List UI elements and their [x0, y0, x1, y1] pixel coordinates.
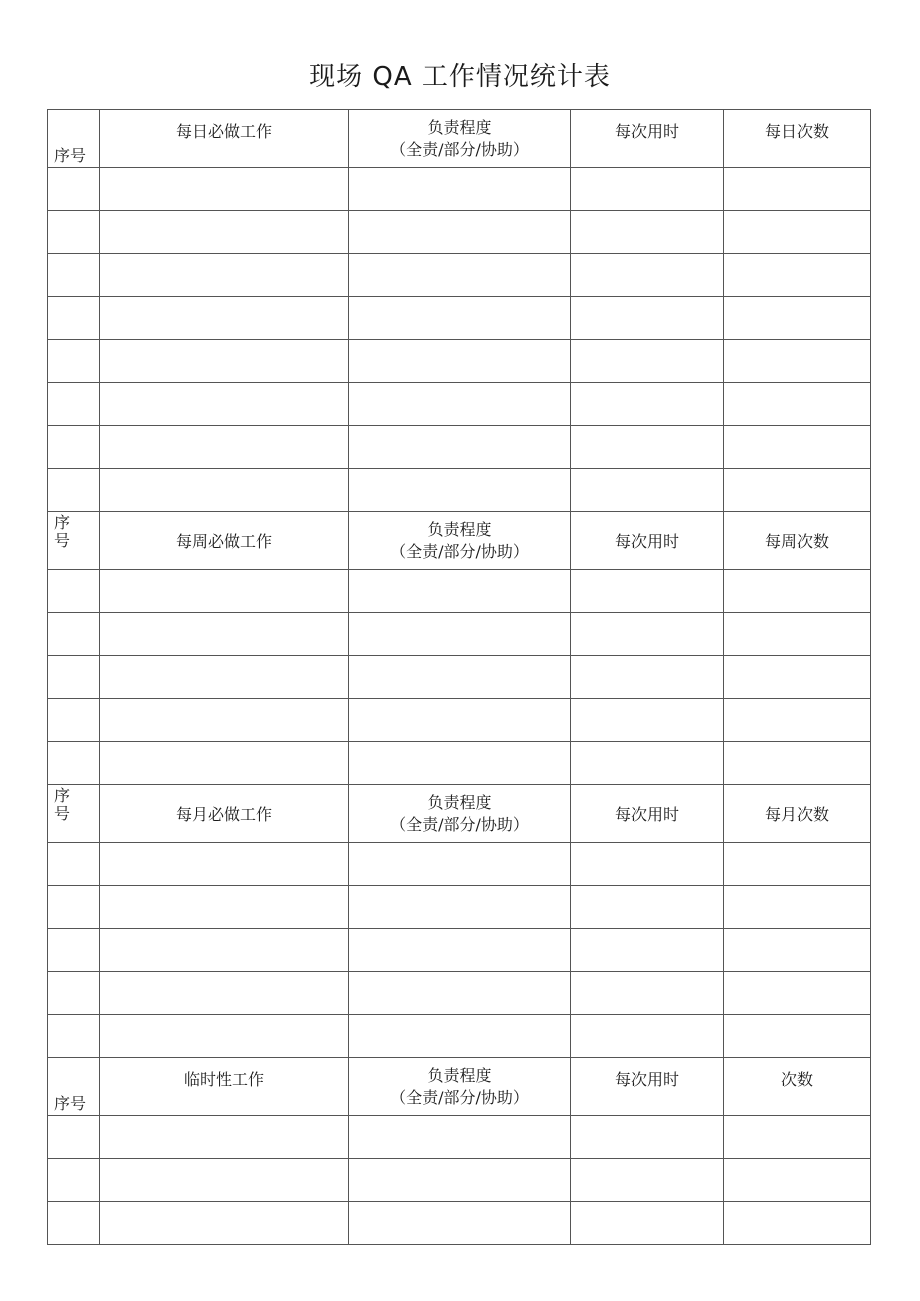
task-cell[interactable]	[100, 1202, 349, 1245]
adhoc-seq-header: 序号	[48, 1058, 100, 1116]
time-cell[interactable]	[571, 1116, 724, 1159]
count-cell[interactable]	[724, 1202, 871, 1245]
adhoc-task-label: 临时性工作	[183, 1070, 264, 1089]
table-row	[48, 843, 871, 886]
task-cell[interactable]	[100, 972, 349, 1015]
daily-time-label: 每次用时	[614, 122, 679, 141]
monthly-task-header: 每月必做工作	[100, 785, 349, 843]
adhoc-count-label: 次数	[780, 1070, 813, 1089]
daily-responsibility-label: 负责程度	[427, 117, 492, 137]
task-cell[interactable]	[100, 340, 349, 383]
seq-cell[interactable]	[48, 742, 100, 785]
adhoc-task-header	[100, 1058, 349, 1116]
monthly-responsibility-options: （全责/部分/协助）	[390, 814, 529, 834]
seq-cell[interactable]	[48, 1202, 100, 1245]
adhoc-responsibility-label: 负责程度	[427, 1065, 492, 1085]
responsibility-cell[interactable]	[349, 742, 571, 785]
time-cell[interactable]	[571, 886, 724, 929]
monthly-seq-header	[48, 785, 100, 843]
table-row	[48, 1015, 871, 1058]
responsibility-cell[interactable]	[349, 1116, 571, 1159]
seq-cell[interactable]	[48, 211, 100, 254]
count-cell[interactable]	[724, 340, 871, 383]
responsibility-cell[interactable]	[349, 843, 571, 886]
qa-statistics-table	[47, 109, 871, 1245]
task-cell[interactable]	[100, 843, 349, 886]
count-cell[interactable]	[724, 383, 871, 426]
responsibility-cell[interactable]	[349, 383, 571, 426]
table-row	[48, 972, 871, 1015]
monthly-responsibility-header	[349, 785, 571, 843]
responsibility-cell[interactable]	[349, 570, 571, 613]
seq-cell[interactable]	[48, 340, 100, 383]
task-cell[interactable]	[100, 929, 349, 972]
table-row	[48, 340, 871, 383]
adhoc-responsibility-options: （全责/部分/协助）	[390, 1087, 529, 1107]
table-row	[48, 656, 871, 699]
table-row	[48, 1116, 871, 1159]
task-cell[interactable]	[100, 613, 349, 656]
time-cell[interactable]	[571, 699, 724, 742]
seq-cell[interactable]	[48, 1015, 100, 1058]
time-cell[interactable]	[571, 469, 724, 512]
time-cell[interactable]	[571, 383, 724, 426]
table-row	[48, 1202, 871, 1245]
seq-cell[interactable]	[48, 699, 100, 742]
table-body	[48, 110, 871, 1245]
count-cell[interactable]	[724, 570, 871, 613]
count-cell[interactable]	[724, 1159, 871, 1202]
table-row	[48, 469, 871, 512]
seq-cell[interactable]	[48, 613, 100, 656]
table-row	[48, 254, 871, 297]
seq-cell[interactable]	[48, 929, 100, 972]
weekly-count-header: 每周次数	[724, 512, 871, 570]
time-cell[interactable]	[571, 426, 724, 469]
responsibility-cell[interactable]	[349, 1015, 571, 1058]
seq-cell[interactable]	[48, 383, 100, 426]
count-cell[interactable]	[724, 699, 871, 742]
task-cell[interactable]	[100, 656, 349, 699]
count-cell[interactable]	[724, 656, 871, 699]
weekly-seq-header	[48, 512, 100, 570]
seq-cell[interactable]	[48, 656, 100, 699]
monthly-seq-char-2: 号	[54, 804, 71, 823]
daily-header-row	[48, 110, 871, 168]
monthly-count-header: 每月次数	[724, 785, 871, 843]
daily-time-header	[571, 110, 724, 168]
seq-cell[interactable]	[48, 1159, 100, 1202]
time-cell[interactable]	[571, 1159, 724, 1202]
task-cell[interactable]	[100, 570, 349, 613]
seq-cell[interactable]	[48, 426, 100, 469]
responsibility-cell[interactable]	[349, 613, 571, 656]
seq-cell[interactable]	[48, 886, 100, 929]
count-cell[interactable]	[724, 1116, 871, 1159]
task-cell[interactable]	[100, 426, 349, 469]
count-cell[interactable]	[724, 211, 871, 254]
count-cell[interactable]	[724, 168, 871, 211]
count-cell[interactable]	[724, 297, 871, 340]
weekly-header-row	[48, 512, 871, 570]
table-row	[48, 886, 871, 929]
responsibility-cell[interactable]	[349, 211, 571, 254]
seq-cell[interactable]	[48, 254, 100, 297]
time-cell[interactable]	[571, 742, 724, 785]
time-cell[interactable]	[571, 1015, 724, 1058]
count-cell[interactable]	[724, 469, 871, 512]
time-cell[interactable]	[571, 843, 724, 886]
count-cell[interactable]	[724, 426, 871, 469]
seq-cell[interactable]	[48, 469, 100, 512]
table-row	[48, 613, 871, 656]
count-cell[interactable]	[724, 929, 871, 972]
responsibility-cell[interactable]	[349, 699, 571, 742]
daily-count-label: 每日次数	[764, 122, 829, 141]
seq-cell[interactable]	[48, 570, 100, 613]
count-cell[interactable]	[724, 742, 871, 785]
daily-task-label: 每日必做工作	[175, 122, 272, 141]
monthly-responsibility-label: 负责程度	[427, 792, 492, 812]
count-cell[interactable]	[724, 972, 871, 1015]
responsibility-cell[interactable]	[349, 1202, 571, 1245]
monthly-seq-char-1: 序	[54, 786, 71, 805]
table-row	[48, 211, 871, 254]
table-row	[48, 570, 871, 613]
task-cell[interactable]	[100, 1159, 349, 1202]
table-row	[48, 742, 871, 785]
task-cell[interactable]	[100, 699, 349, 742]
table-row	[48, 297, 871, 340]
task-cell[interactable]	[100, 469, 349, 512]
table-row	[48, 1159, 871, 1202]
task-cell[interactable]	[100, 1116, 349, 1159]
responsibility-cell[interactable]	[349, 929, 571, 972]
responsibility-cell[interactable]	[349, 426, 571, 469]
time-cell[interactable]	[571, 613, 724, 656]
responsibility-cell[interactable]	[349, 340, 571, 383]
daily-seq-header: 序号	[48, 110, 100, 168]
task-cell[interactable]	[100, 742, 349, 785]
count-cell[interactable]	[724, 1015, 871, 1058]
time-cell[interactable]	[571, 254, 724, 297]
weekly-seq-char-2: 号	[54, 531, 71, 550]
responsibility-cell[interactable]	[349, 1159, 571, 1202]
weekly-responsibility-label: 负责程度	[427, 519, 492, 539]
adhoc-responsibility-header	[349, 1058, 571, 1116]
time-cell[interactable]	[571, 929, 724, 972]
time-cell[interactable]	[571, 297, 724, 340]
time-cell[interactable]	[571, 340, 724, 383]
task-cell[interactable]	[100, 886, 349, 929]
weekly-task-header: 每周必做工作	[100, 512, 349, 570]
daily-task-header	[100, 110, 349, 168]
time-cell[interactable]	[571, 168, 724, 211]
time-cell[interactable]	[571, 972, 724, 1015]
task-cell[interactable]	[100, 297, 349, 340]
count-cell[interactable]	[724, 613, 871, 656]
table-row	[48, 699, 871, 742]
seq-cell[interactable]	[48, 972, 100, 1015]
weekly-seq-char-1: 序	[54, 513, 71, 532]
adhoc-header-row	[48, 1058, 871, 1116]
monthly-time-header: 每次用时	[571, 785, 724, 843]
seq-cell[interactable]	[48, 843, 100, 886]
weekly-responsibility-header	[349, 512, 571, 570]
daily-responsibility-header	[349, 110, 571, 168]
responsibility-cell[interactable]	[349, 886, 571, 929]
time-cell[interactable]	[571, 1202, 724, 1245]
page-title: 现场 QA 工作情况统计表	[309, 62, 611, 92]
time-cell[interactable]	[571, 570, 724, 613]
count-cell[interactable]	[724, 843, 871, 886]
adhoc-time-label: 每次用时	[614, 1070, 679, 1089]
monthly-header-row	[48, 785, 871, 843]
responsibility-cell[interactable]	[349, 297, 571, 340]
count-cell[interactable]	[724, 254, 871, 297]
table-row	[48, 168, 871, 211]
responsibility-cell[interactable]	[349, 469, 571, 512]
task-cell[interactable]	[100, 211, 349, 254]
table-row	[48, 929, 871, 972]
task-cell[interactable]	[100, 1015, 349, 1058]
weekly-time-header: 每次用时	[571, 512, 724, 570]
task-cell[interactable]	[100, 383, 349, 426]
task-cell[interactable]	[100, 254, 349, 297]
responsibility-cell[interactable]	[349, 254, 571, 297]
daily-responsibility-options: （全责/部分/协助）	[390, 139, 529, 159]
table-row	[48, 383, 871, 426]
task-cell[interactable]	[100, 168, 349, 211]
daily-count-header	[724, 110, 871, 168]
time-cell[interactable]	[571, 656, 724, 699]
adhoc-time-header	[571, 1058, 724, 1116]
time-cell[interactable]	[571, 211, 724, 254]
seq-cell[interactable]	[48, 297, 100, 340]
table-row	[48, 426, 871, 469]
responsibility-cell[interactable]	[349, 168, 571, 211]
adhoc-count-header	[724, 1058, 871, 1116]
seq-cell[interactable]	[48, 1116, 100, 1159]
responsibility-cell[interactable]	[349, 972, 571, 1015]
seq-cell[interactable]	[48, 168, 100, 211]
responsibility-cell[interactable]	[349, 656, 571, 699]
count-cell[interactable]	[724, 886, 871, 929]
weekly-responsibility-options: （全责/部分/协助）	[390, 541, 529, 561]
